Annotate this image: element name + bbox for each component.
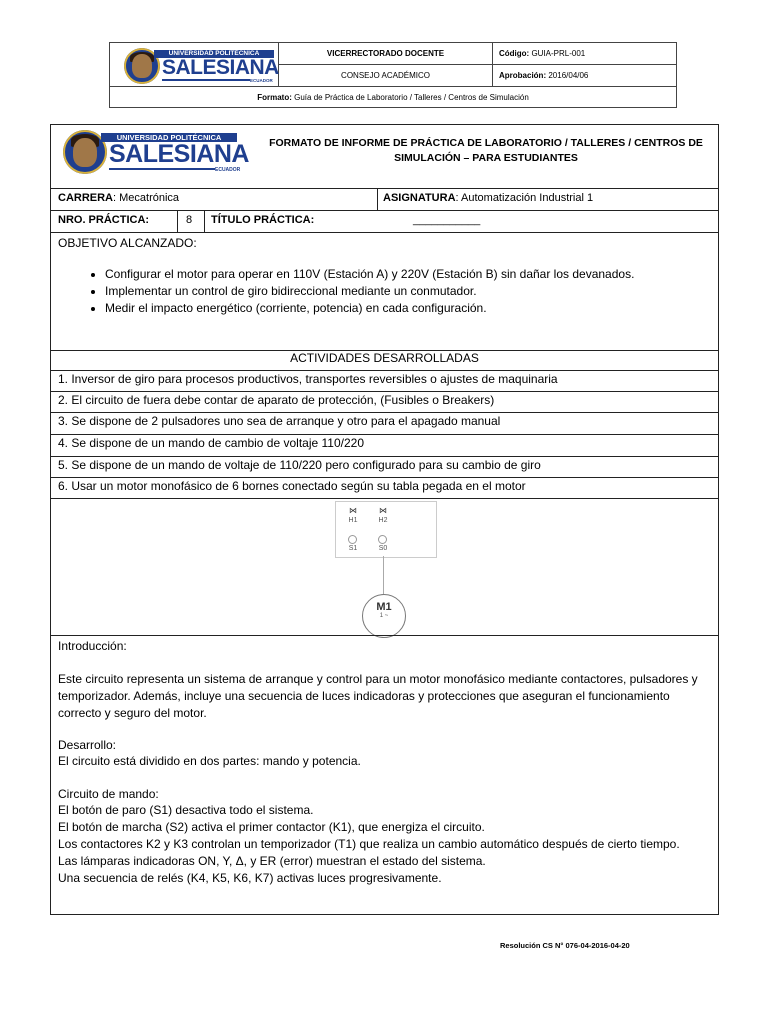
carrera-value: : Mecatrónica bbox=[113, 192, 180, 204]
mando-lines bbox=[58, 802, 708, 887]
form-university-logo bbox=[63, 127, 249, 177]
activity-item-4: 4. Se dispone de un mando de cambio de voltaje 110/220 bbox=[58, 436, 364, 450]
motor-label: M1 bbox=[376, 601, 392, 613]
logo-name: SALESIANA bbox=[162, 56, 279, 79]
mando-line: Las lámparas indicadoras ON, Y, Δ, y ER (error) muestran el estado del sistema. bbox=[58, 854, 486, 868]
intro-text: Este circuito representa un sistema de arranque y control para un motor monofásico mediante contactores, pulsadores y temporizador. Además, incluye una secuencia de luces indicadoras y protecciones que aseguran el funcionamiento correcto y seguro del motor. bbox=[58, 672, 698, 720]
asignatura-field bbox=[383, 192, 593, 204]
aprobacion-label: Aprobación: bbox=[499, 70, 547, 80]
formato-cell bbox=[110, 86, 676, 108]
objective-list bbox=[51, 266, 634, 317]
activities-heading: ACTIVIDADES DESARROLLADAS bbox=[290, 351, 479, 365]
formato-label: Formato: bbox=[257, 92, 292, 102]
form-logo-band-text: UNIVERSIDAD POLITÉCNICA bbox=[101, 133, 237, 142]
objective-item: • Medir el impacto energético (corriente, potencia) en cada configuración. bbox=[105, 300, 634, 317]
titulo-practica-label: TÍTULO PRÁCTICA: bbox=[211, 214, 315, 226]
university-logo bbox=[124, 47, 279, 85]
activity-item-2: 2. El circuito de fuera debe contar de aparato de protección, (Fusibles o Breakers) bbox=[58, 393, 495, 407]
carrera-label: CARRERA bbox=[58, 192, 113, 204]
mando-line: El botón de paro (S1) desactiva todo el sistema. bbox=[58, 803, 314, 817]
formato-value: Guía de Práctica de Laboratorio / Talleres / Centros de Simulación bbox=[294, 92, 529, 102]
activity-item-6: 6. Usar un motor monofásico de 6 bornes conectado según su tabla pegada en el motor bbox=[58, 479, 526, 493]
resolution-footer: Resolución CS N° 076-04-2016-04-20 bbox=[500, 941, 630, 950]
objective-item: • Configurar el motor para operar en 110V (Estación A) y 220V (Estación B) sin dañar los devanados. bbox=[105, 266, 634, 283]
objective-item: • Implementar un control de giro bidireccional mediante un conmutador. bbox=[105, 283, 634, 300]
nro-practica-value: 8 bbox=[186, 214, 193, 226]
vicerrectorado-label: VICERRECTORADO DOCENTE bbox=[326, 49, 445, 58]
mando-line: Los contactores K2 y K3 controlan un temporizador (T1) que realiza un cambio automático después de cierto tiempo. bbox=[58, 837, 680, 851]
activity-item-3: 3. Se dispone de 2 pulsadores uno sea de arranque y otro para el apagado manual bbox=[58, 414, 501, 428]
logo-band-text: UNIVERSIDAD POLITÉCNICA bbox=[154, 50, 274, 58]
motor-m1-icon bbox=[362, 594, 406, 638]
asignatura-value: : Automatización Industrial 1 bbox=[455, 192, 594, 204]
objective-heading: OBJETIVO ALCANZADO: bbox=[58, 236, 197, 250]
mando-line: El botón de marcha (S2) activa el primer contactor (K1), que energiza el circuito. bbox=[58, 820, 485, 834]
header-logo-cell bbox=[110, 43, 279, 86]
lamp-h1-icon: ⋈ bbox=[349, 506, 357, 515]
nro-practica-label: NRO. PRÁCTICA: bbox=[58, 214, 150, 226]
document-header-table bbox=[109, 42, 677, 108]
aprobacion-value: 2016/04/06 bbox=[548, 70, 589, 80]
desarrollo-heading: Desarrollo: bbox=[58, 738, 117, 752]
logo-country: ECUADOR bbox=[250, 78, 273, 83]
lamp-h1-label: H1 bbox=[348, 517, 358, 524]
motor-sub-label: 1 ~ bbox=[379, 613, 389, 619]
codigo-cell bbox=[499, 43, 679, 64]
consejo-label: CONSEJO ACADÉMICO bbox=[341, 70, 430, 80]
codigo-value: GUIA-PRL-001 bbox=[531, 49, 586, 58]
form-title-line1: FORMATO DE INFORME DE PRÁCTICA DE LABORATORIO / TALLERES / CENTROS DE bbox=[269, 137, 703, 149]
activity-item-5: 5. Se dispone de un mando de voltaje de 110/220 pero configurado para su cambio de giro bbox=[58, 458, 541, 472]
button-s0-label: S0 bbox=[378, 545, 388, 552]
desarrollo-text: El circuito está dividido en dos partes: mando y potencia. bbox=[58, 754, 361, 768]
button-s1-icon bbox=[348, 535, 357, 544]
form-title bbox=[256, 136, 716, 166]
lamp-h2-label: H2 bbox=[378, 517, 388, 524]
mando-line: Una secuencia de relés (K4, K5, K6, K7) activas luces progresivamente. bbox=[58, 871, 442, 885]
asignatura-label: ASIGNATURA bbox=[383, 192, 456, 204]
carrera-field bbox=[58, 192, 179, 204]
form-logo-name: SALESIANA bbox=[109, 140, 249, 168]
activity-item-1: 1. Inversor de giro para procesos productivos, transportes reversibles o ajustes de maquinaria bbox=[58, 372, 558, 386]
report-form bbox=[50, 124, 719, 915]
button-s0-icon bbox=[378, 535, 387, 544]
titulo-practica-value: ___________ bbox=[413, 214, 481, 226]
form-logo-country: ECUADOR bbox=[215, 167, 241, 173]
form-title-line2: SIMULACIÓN – PARA ESTUDIANTES bbox=[394, 152, 578, 164]
button-s1-label: S1 bbox=[348, 545, 358, 552]
aprobacion-cell bbox=[499, 64, 679, 86]
mando-heading: Circuito de mando: bbox=[58, 787, 159, 801]
codigo-label: Código: bbox=[499, 49, 530, 58]
intro-heading: Introducción: bbox=[58, 639, 127, 653]
lamp-h2-icon: ⋈ bbox=[379, 506, 387, 515]
